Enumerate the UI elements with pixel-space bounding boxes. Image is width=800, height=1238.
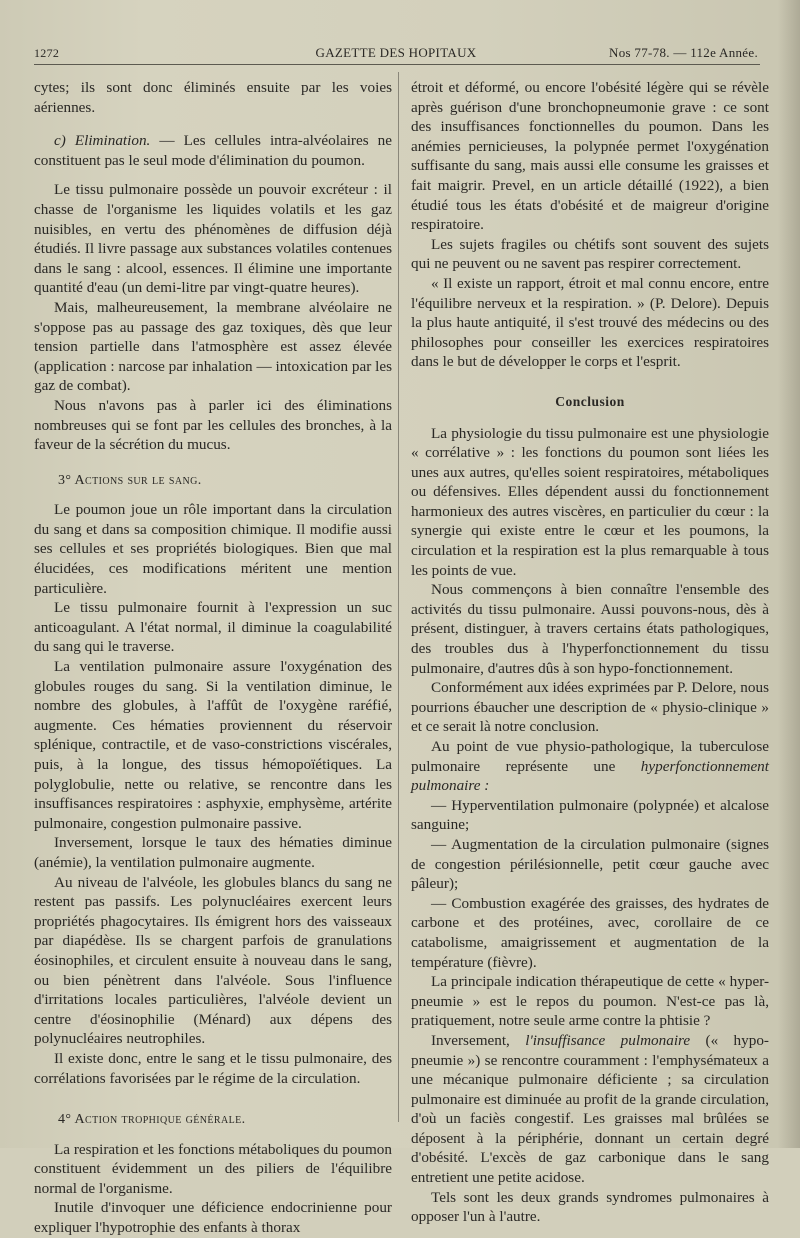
journal-title: GAZETTE DES HOPITAUX: [315, 45, 477, 60]
paragraph-text: Au point de vue physio-pathologique, la tuberculose pulmonaire représente une: [411, 738, 769, 775]
paragraph: Les sujets fragiles ou chétifs sont souvent des sujets qui ne peuvent ou ne savent pas respirer correctement.: [411, 235, 769, 273]
paragraph: Au niveau de l'alvéole, les globules blancs du sang ne restent pas passifs. Les polynucléaires exercent leurs propriétés phagocytaires. Ils émigrent hors des vaisseaux par diapédèse. Ils se chargent parfois de granulations éosinophiles, et circulent ensuite à nouveau dans le sang, ou bien pénètrent dans l'alvéole. Sous l'influence d'irritations locales particulières, l'alvéole devient un centre d'éosinophilie (Ménard) aux dépens des polynucléaires neutrophiles.: [34, 873, 392, 1048]
paragraph: Mais, malheureusement, la membrane alvéolaire ne s'oppose pas au passage des gaz toxiques, dès que leur tension partielle dans l'atmosphère est assez élevée (application : narcose par inhalation — intoxication par les gaz de combat).: [34, 298, 392, 395]
paragraph: Il existe donc, entre le sang et le tissu pulmonaire, des corrélations favorisées par le régime de la circulation.: [34, 1049, 392, 1087]
subsection-label: c) Elimination.: [54, 132, 151, 150]
right-column: [411, 78, 769, 1227]
header-rule: [34, 64, 760, 65]
paragraph: La principale indication thérapeutique de cette « hyper-pneumie » est le repos du poumon. N'est-ce pas là, pratiquement, notre seule arme contre la phtisie ?: [411, 973, 769, 1030]
list-item: — Augmentation de la circulation pulmonaire (signes de congestion périlésionnelle, petit cœur gauche avec pâleur);: [411, 835, 769, 893]
paragraph: Inutile d'invoquer une déficience endocrinienne pour expliquer l'hypotrophie des enfants à thorax: [34, 1199, 392, 1237]
paragraph: [411, 737, 769, 796]
emphasis-text: hyperfonctionnement pulmonaire :: [411, 757, 769, 795]
paragraph-text: Inversement,: [431, 1031, 526, 1049]
paragraph: Nous commençons à bien connaître l'ensemble des activités du tissu pulmonaire. Aussi pouvons-nous, dès à présent, distinguer, à travers certains états pathologiques, des troubles dus à l'hyperfonctionnement du tissu pulmonaire, d'autres dûs à son hypo-fonctionnement.: [411, 581, 769, 677]
paragraph: Tels sont les deux grands syndromes pulmonaires à opposer l'un à l'autre.: [411, 1188, 769, 1226]
paragraph: Le poumon joue un rôle important dans la circulation du sang et dans sa composition chimique. Il modifie aussi ses cellules et ses propriétés biologiques. Bien que mal élucidées, ces modifications méritent une mention particulière.: [34, 501, 392, 597]
paragraph: étroit et déformé, ou encore l'obésité légère qui se révèle après guérison d'une bronchopneumonie grave : ce sont des insuffisances fonctionnelles du poumon. Dans les anémies pernicieuses, la polypnée permet l'oxygénation suffisante du sang, mais aussi elle consume les graisses et fait maigrir. Prevel, en un article détaillé (1922), a bien étudié tous les états d'obésité et de maigreur d'origine respiratoire.: [411, 79, 769, 234]
paragraph: « Il existe un rapport, étroit et mal connu encore, entre l'équilibre nerveux et la respiration. » (P. Delore). Depuis la plus haute antiquité, il s'est trouvé des médecins ou des philosophes pour conseiller les exercices respiratoires dans le but de développer le corps et l'esprit.: [411, 274, 769, 371]
page-header: [34, 40, 758, 66]
paragraph-text: — Les cellules intra-alvéolaires ne constituent pas le seul mode d'élimination du poumon.: [34, 132, 392, 169]
section-heading: 3° Actions sur le sang.: [58, 472, 202, 488]
list-item: — Combustion exagérée des graisses, des hydrates de carbone et des protéines, avec, corollaire de ce catabolisme, amaigrissement et augmentation de la température (fièvre).: [411, 894, 769, 971]
paragraph: Le tissu pulmonaire fournit à l'expression un suc anticoagulant. A l'état normal, il diminue la coagulabilité du sang qui le traverse.: [34, 599, 392, 656]
paragraph: La respiration et les fonctions métaboliques du poumon constituent évidemment un des piliers de l'équilibre normal de l'organisme.: [34, 1140, 392, 1197]
paragraph: cytes; ils sont donc éliminés ensuite par les voies aériennes.: [34, 79, 392, 116]
paragraph-text: (« hypo-pneumie ») se rencontre couramment : l'emphysémateux a une mécanique pulmonaire déficiente ; sa circulation pulmonaire est diminuée au profit de la grande circulation, d'où un faciès congestif. Les graisses mal brûlées se déposent à la périphérie, donnant un certain degré d'obésité. L'excès de gaz carbonique dans le sang entretient une petite acidose.: [411, 1031, 769, 1187]
paragraph: [34, 131, 392, 170]
page-edge-shadow: [778, 0, 800, 1148]
paragraph: Conformément aux idées exprimées par P. Delore, nous pourrions ébaucher une description de « physio-clinique » et ce serait là notre conclusion.: [411, 679, 769, 736]
paragraph: La physiologie du tissu pulmonaire est une physiologie « corrélative » : les fonctions du poumon sont liées les unes aux autres, qu'elles soient respiratoires, métaboliques ou défensives. Elles dépendent aussi du fonctionnement harmonieux des autres viscères, en particulier du cœur : la synergie qui existe entre le cœur et les poumons, la circulation et la respiration est la plus remarquable à tous les points de vue.: [411, 424, 769, 579]
section-heading: 4° Action trophique générale.: [58, 1112, 246, 1128]
conclusion-heading: Conclusion: [555, 393, 625, 409]
paragraph: [411, 1031, 769, 1188]
paragraph: Inversement, lorsque le taux des hématies diminue (anémie), la ventilation pulmonaire augmente.: [34, 834, 392, 871]
paragraph: La ventilation pulmonaire assure l'oxygénation des globules rouges du sang. Si la ventilation diminue, le nombre des globules, à l'affût de l'oxygène raréfié, augmente. Ces hématies proviennent du réservoir splénique, contractile, et de vaso-constrictions viscérales, puis, à la longue, des tissus hémopoïétiques. La polyglobulie, nette ou relative, se rencontre dans les insuffisances respiratoires : asphyxie, emphysème, artérite pulmonaire, congestion pulmonaire passive.: [34, 658, 392, 832]
issue-number: Nos 77-78. — 112e Année.: [609, 45, 758, 60]
page-number: 1272: [34, 46, 60, 60]
emphasis-text: l'insuffisance pulmonaire: [525, 1031, 691, 1049]
column-divider: [398, 72, 399, 1122]
paragraph: Le tissu pulmonaire possède un pouvoir excréteur : il chasse de l'organisme les liquides volatils et les gaz nuisibles, en vertu des phénomènes de diffusion déjà étudiés. Il livre passage aux substances volatiles contenues dans le sang : alcool, essences. Il élimine une importante quantité d'eau (un demi-litre par vingt-quatre heures).: [34, 181, 392, 297]
list-item: — Hyperventilation pulmonaire (polypnée) et alcalose sanguine;: [411, 796, 769, 834]
left-column: [34, 78, 392, 1238]
paragraph: Nous n'avons pas à parler ici des éliminations nombreuses qui se font par les cellules des bronches, à la faveur de la sécrétion du mucus.: [34, 396, 392, 454]
